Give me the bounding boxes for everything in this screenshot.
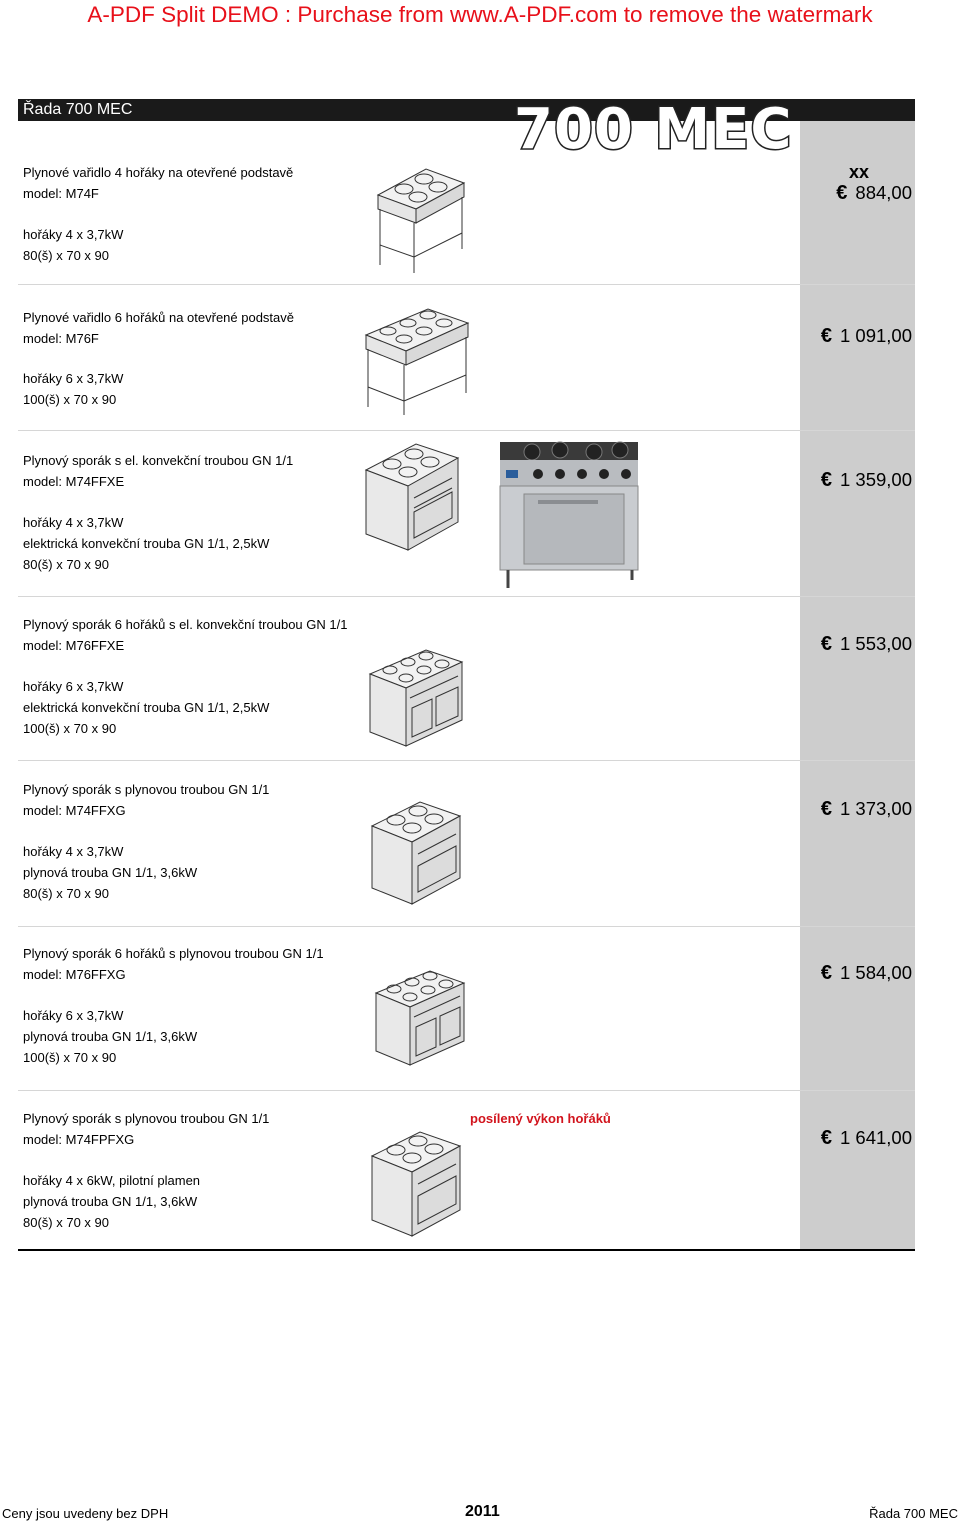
- product-price: € 1 553,00: [820, 633, 912, 655]
- row-divider: [18, 1090, 915, 1091]
- row-divider: [18, 926, 915, 927]
- stove-open-base-6-burner-image: [362, 305, 472, 417]
- euro-sign: €: [836, 182, 848, 204]
- row-divider: [18, 596, 915, 597]
- product-spec: 100(š) x 70 x 90: [23, 721, 117, 736]
- product-spec: 80(š) x 70 x 90: [23, 886, 109, 901]
- product-price: € 1 584,00: [820, 962, 912, 984]
- product-title: Plynový sporák s plynovou troubou GN 1/1: [23, 782, 270, 797]
- product-spec: hořáky 4 x 3,7kW: [23, 515, 124, 530]
- product-spec: plynová trouba GN 1/1, 3,6kW: [23, 1194, 198, 1209]
- product-price: € 1 091,00: [820, 325, 912, 347]
- stove-6-burner-electric-oven-image: [366, 646, 466, 752]
- euro-sign: €: [820, 633, 832, 655]
- price-column-background: [800, 121, 915, 1249]
- euro-sign: €: [820, 798, 832, 820]
- watermark-text: A-PDF Split DEMO : Purchase from www.A-PDF.com to remove the watermark: [87, 2, 873, 27]
- product-price: € 1 373,00: [820, 798, 912, 820]
- stove-gas-oven-image: [368, 798, 464, 910]
- footer-vat-note: Ceny jsou uvedeny bez DPH: [2, 1506, 169, 1521]
- product-spec: elektrická konvekční trouba GN 1/1, 2,5kW: [23, 536, 270, 551]
- product-spec: 80(š) x 70 x 90: [23, 557, 109, 572]
- row-divider: [18, 760, 915, 761]
- product-price: € 884,00: [836, 182, 912, 204]
- product-title: Plynový sporák 6 hořáků s el. konvekční troubou GN 1/1: [23, 617, 348, 632]
- series-title: Řada 700 MEC: [23, 101, 133, 118]
- row-divider: [18, 284, 915, 285]
- product-model: model: M76FFXE: [23, 638, 125, 653]
- product-model: model: M74FPFXG: [23, 1132, 135, 1147]
- series-logo: 700 MEC: [514, 97, 793, 162]
- product-spec: hořáky 4 x 3,7kW: [23, 227, 124, 242]
- stove-6-burner-gas-oven-image: [372, 967, 468, 1071]
- stove-product-photo-image: [498, 440, 642, 590]
- row-divider: [18, 430, 915, 431]
- product-title: Plynové vařidlo 4 hořáky na otevřené podstavě: [23, 165, 294, 180]
- product-spec: plynová trouba GN 1/1, 3,6kW: [23, 1029, 198, 1044]
- product-model: model: M74FFXG: [23, 803, 126, 818]
- stove-reinforced-gas-oven-image: [368, 1128, 464, 1242]
- stove-electric-oven-drawing-image: [362, 440, 462, 556]
- product-spec: hořáky 4 x 3,7kW: [23, 844, 124, 859]
- footer-year: 2011: [465, 1503, 500, 1520]
- product-title: Plynový sporák s el. konvekční troubou GN 1/1: [23, 453, 294, 468]
- product-spec: hořáky 6 x 3,7kW: [23, 1008, 124, 1023]
- product-title: Plynový sporák 6 hořáků s plynovou troubou GN 1/1: [23, 946, 324, 961]
- product-model: model: M76FFXG: [23, 967, 126, 982]
- euro-sign: €: [820, 1127, 832, 1149]
- product-spec: hořáky 4 x 6kW, pilotní plamen: [23, 1173, 201, 1188]
- footer-series: Řada 700 MEC: [869, 1506, 958, 1521]
- product-spec: hořáky 6 x 3,7kW: [23, 371, 124, 386]
- product-spec: plynová trouba GN 1/1, 3,6kW: [23, 865, 198, 880]
- table-bottom-rule: [18, 1249, 915, 1251]
- euro-sign: €: [820, 325, 832, 347]
- product-price: € 1 641,00: [820, 1127, 912, 1149]
- product-model: model: M74F: [23, 186, 99, 201]
- product-spec: 80(š) x 70 x 90: [23, 1215, 109, 1230]
- stove-open-base-4-burner-image: [374, 165, 466, 275]
- price-note: xx: [849, 162, 870, 182]
- product-price: € 1 359,00: [820, 469, 912, 491]
- product-model: model: M76F: [23, 331, 99, 346]
- product-spec: elektrická konvekční trouba GN 1/1, 2,5kW: [23, 700, 270, 715]
- euro-sign: €: [820, 962, 832, 984]
- product-model: model: M74FFXE: [23, 474, 125, 489]
- product-title: Plynové vařidlo 6 hořáků na otevřené podstavě: [23, 310, 295, 325]
- euro-sign: €: [820, 469, 832, 491]
- product-spec: 100(š) x 70 x 90: [23, 392, 117, 407]
- product-spec: 80(š) x 70 x 90: [23, 248, 109, 263]
- product-spec: hořáky 6 x 3,7kW: [23, 679, 124, 694]
- product-spec: 100(š) x 70 x 90: [23, 1050, 117, 1065]
- product-highlight-note: posílený výkon hořáků: [470, 1111, 611, 1126]
- product-title: Plynový sporák s plynovou troubou GN 1/1: [23, 1111, 270, 1126]
